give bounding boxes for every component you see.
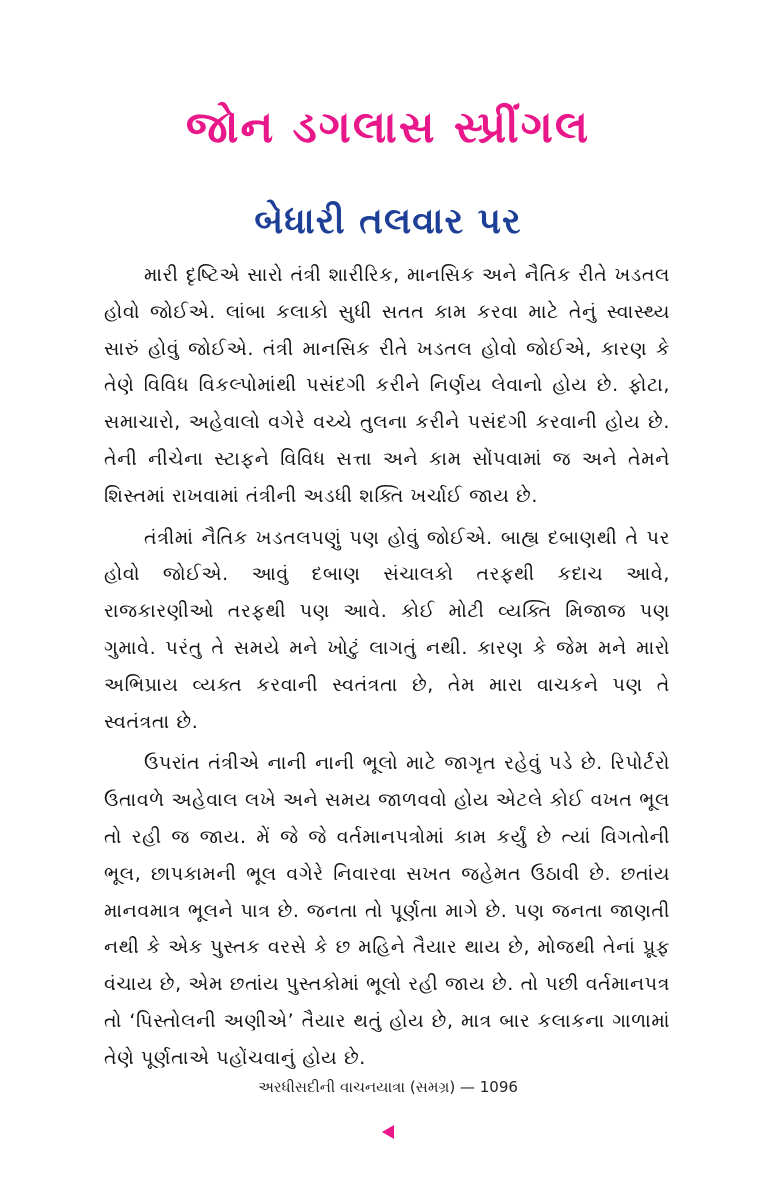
paragraph-2: તંત્રીમાં નૈતિક ખડતલપણું પણ હોવું જોઈએ. બાહ્ય દબાણથી તે પર હોવો જોઈએ. આવું દબાણ સંચાલકો તરફથી કદાચ આવે, રાજકારણીઓ તરફથી પણ આવે. કોઈ મોટી વ્યક્તિ મિજાજ પણ ગુમાવે. પરંતુ તે સમયે મને ખોટું લાગતું નથી. કારણ કે જેમ મને મારો અભિપ્રાય વ્યક્ત કરવાની સ્વતંત્રતા છે, તેમ મારા વાચકને પણ તે સ્વતંત્રતા છે. (104, 526, 670, 733)
left-triangle-icon (382, 1125, 394, 1139)
paragraph-3: ઉપરાંત તંત્રીએ નાની નાની ભૂલો માટે જાગૃત રહેવું પડે છે. રિપોર્ટરો ઉતાવળે અહેવાલ લખે અને સમય જાળવવો હોય એટલે કોઈ વખત ભૂલ તો રહી જ જાય. મેં જે જે વર્તમાનપત્રોમાં કામ કર્યું છે ત્યાં વિગતોની ભૂલ, છાપકામની ભૂલ વગેરે નિવારવા સખત જહેમત ઉઠાવી છે. છતાંય માનવમાત્ર ભૂલને પાત્ર છે. જનતા તો પૂર્ણતા માગે છે. પણ જનતા જાણતી નથી કે એક પુસ્તક વરસે કે છ મહિને તૈયાર થાય છે, મોજથી તેનાં પ્રૂફ વંચાય છે, એમ છતાંય પુસ્તકોમાં ભૂલો રહી જાય છે. તો પછી વર્તમાનપત્ર તો ‘પિસ્તોલની અણીએ’ તૈયાર થતું હોય છે, માત્ર બાર કલાકના ગાળામાં તેણે પૂર્ણતાએ પહોંચવાનું હોય છે. (104, 752, 670, 1069)
chapter-title: બેધારી તલવાર પર (254, 201, 522, 242)
article-body (104, 257, 670, 1082)
page-footer: અરધીસદીની વાચનયાત્રા (સમગ્ર) — 1096 (258, 1078, 518, 1096)
previous-page-arrow-icon[interactable] (380, 1124, 396, 1140)
author-heading: જોન ડગલાસ સ્પ્રીંગલ (185, 102, 591, 153)
paragraph-1: મારી દૃષ્ટિએ સારો તંત્રી શારીરિક, માનસિક અને નૈતિક રીતે ખડતલ હોવો જોઈએ. લાંબા કલાકો સુધી સતત કામ કરવા માટે તેનું સ્વાસ્થ્ય સારું હોવું જોઈએ. તંત્રી માનસિક રીતે ખડતલ હોવો જોઈએ, કારણ કે તેણે વિવિધ વિકલ્પોમાંથી પસંદગી કરીને નિર્ણય લેવાનો હોય છે. ફોટા, સમાચારો, અહેવાલો વગેરે વચ્ચે તુલના કરીને પસંદગી કરવાની હોય છે. તેની નીચેના સ્ટાફને વિવિધ સત્તા અને કામ સોંપવામાં જ અને તેમને શિસ્તમાં રાખવામાં તંત્રીની અડધી શક્તિ ખર્ચાઈ જાય છે. (104, 264, 670, 507)
